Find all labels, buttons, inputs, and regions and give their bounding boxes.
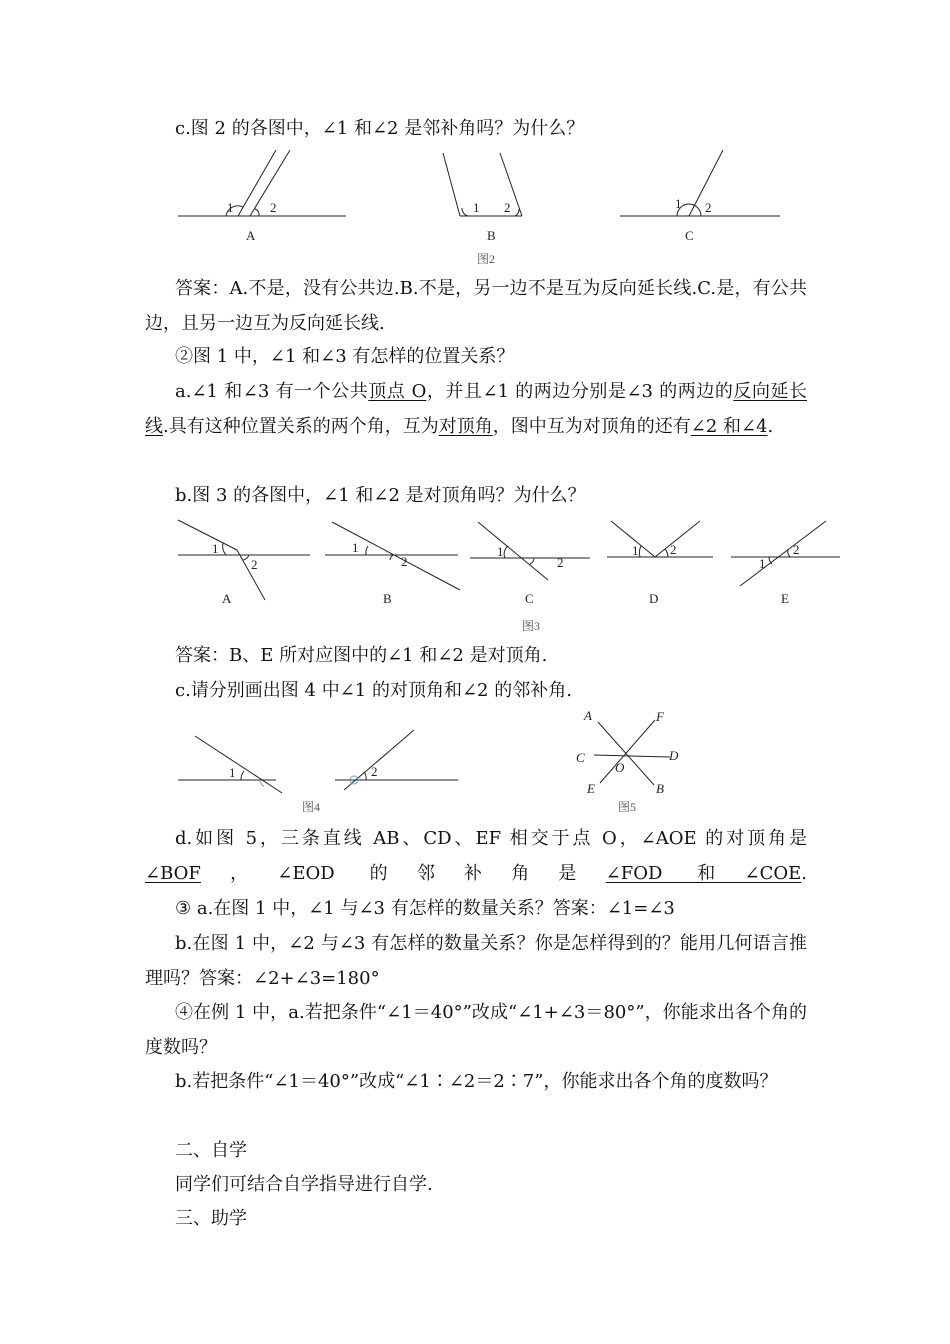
fig5-label-e: E [587, 781, 595, 796]
blank-bof: ∠BOF [145, 863, 201, 884]
answer-2: 答案：A.不是，没有公共边.B.不是，另一边不是互为反向延长线.C.是，有公共边，且另一边互为反向延长线. [145, 278, 807, 334]
fig3-d-label-1: 1 [632, 543, 639, 558]
fig3-c-label-1: 1 [497, 544, 504, 559]
fig3-e-label-1: 1 [759, 556, 766, 571]
section-2d-text: d.如图 5，三条直线 AB、CD、EF 相交于点 O，∠AOE 的对顶角是 ∠BOF，∠EOD 的邻补角是∠FOD 和∠COE. [145, 828, 807, 884]
heading-assist-study: 三、助学 [175, 1208, 247, 1229]
fig5-label-a: A [584, 708, 592, 723]
fig2-a-label-1: 1 [227, 200, 234, 215]
fig5-caption: 图5 [618, 800, 637, 814]
fig2-a-label-2: 2 [270, 200, 277, 215]
heading-self-study: 二、自学 [175, 1140, 247, 1161]
fig3-b-label-2: 2 [401, 554, 408, 569]
self-study-text: 同学们可结合自学指导进行自学. [175, 1174, 433, 1195]
fig4-label-1: 1 [229, 765, 236, 780]
fig5-label-f: F [656, 709, 664, 724]
section-2-title: ②图 1 中，∠1 和∠3 有怎样的位置关系？ [175, 346, 515, 367]
blank-common-vertex: 顶点 O [368, 381, 427, 402]
fig2-b-label-2: 2 [504, 200, 511, 215]
fig4-label-2: 2 [371, 764, 378, 779]
answer-3: 答案：B、E 所对应图中的∠1 和∠2 是对顶角. [175, 645, 548, 666]
section-4b: b.若把条件“∠1＝40°”改成“∠1∶∠2＝2∶7”，你能求出各个角的度数吗？ [175, 1071, 778, 1092]
fig2-label-c: C [685, 228, 694, 243]
section-3b: b.在图 1 中，∠2 与∠3 有怎样的数量关系？你是怎样得到的？能用几何语言推理吗？答案：∠2+∠3=180° [145, 933, 807, 989]
fig5-label-c: C [576, 750, 585, 765]
fig2-label-b: B [487, 228, 496, 243]
fig3-a-label-1: 1 [212, 541, 219, 556]
blank-reverse-extension: 反向延长线 [145, 381, 808, 437]
fig3-caption: 图3 [522, 619, 541, 633]
fig2-caption: 图2 [477, 252, 496, 266]
fig3-b-label-1: 1 [352, 540, 359, 555]
fig3-c-label-2: 2 [557, 555, 564, 570]
fig2-label-a: A [246, 228, 256, 243]
section-2b-question: b.图 3 的各图中，∠1 和∠2 是对顶角吗？为什么？ [175, 485, 586, 506]
fig3-label-c: C [525, 591, 534, 606]
blank-fod-coe: ∠FOD 和∠COE [605, 863, 802, 884]
fig3-label-b: B [383, 591, 392, 606]
section-2c-question: c.请分别画出图 4 中∠1 的对顶角和∠2 的邻补角. [175, 680, 572, 701]
fig3-a-label-2: 2 [251, 557, 258, 572]
section-2a-text: a.∠1 和∠3 有一个公共顶点 O，并且∠1 的两边分别是∠3 的两边的反向延长线.具有这种位置关系的两个角，互为对顶角，图中互为对顶角的还有∠2 和∠4. [145, 381, 808, 437]
fig3-label-d: D [649, 591, 659, 606]
fig4-caption: 图4 [302, 800, 321, 814]
section-3a: ③ a.在图 1 中，∠1 与∠3 有怎样的数量关系？答案：∠1=∠3 [175, 898, 675, 919]
fig2-c-label-1: 1 [675, 196, 682, 211]
blank-vertical-angle: 对顶角 [438, 416, 493, 437]
fig3-d-label-2: 2 [670, 542, 677, 557]
fig2-b-label-1: 1 [473, 200, 480, 215]
fig5-label-b: B [656, 781, 664, 796]
fig5-label-o: O [615, 760, 625, 775]
section-4a: ④在例 1 中，a.若把条件“∠1＝40°”改成“∠1+∠3＝80°”，你能求出各个角的度数吗？ [145, 1002, 807, 1058]
blank-angle-2-and-4: ∠2 和∠4 [690, 416, 768, 437]
fig3-label-e: E [781, 591, 789, 606]
fig2-c-label-2: 2 [705, 200, 712, 215]
question-2c: c.图 2 的各图中，∠1 和∠2 是邻补角吗？为什么？ [175, 118, 585, 139]
fig3-e-label-2: 2 [793, 542, 800, 557]
fig3-label-a: A [222, 591, 232, 606]
fig5-label-d: D [669, 748, 679, 763]
